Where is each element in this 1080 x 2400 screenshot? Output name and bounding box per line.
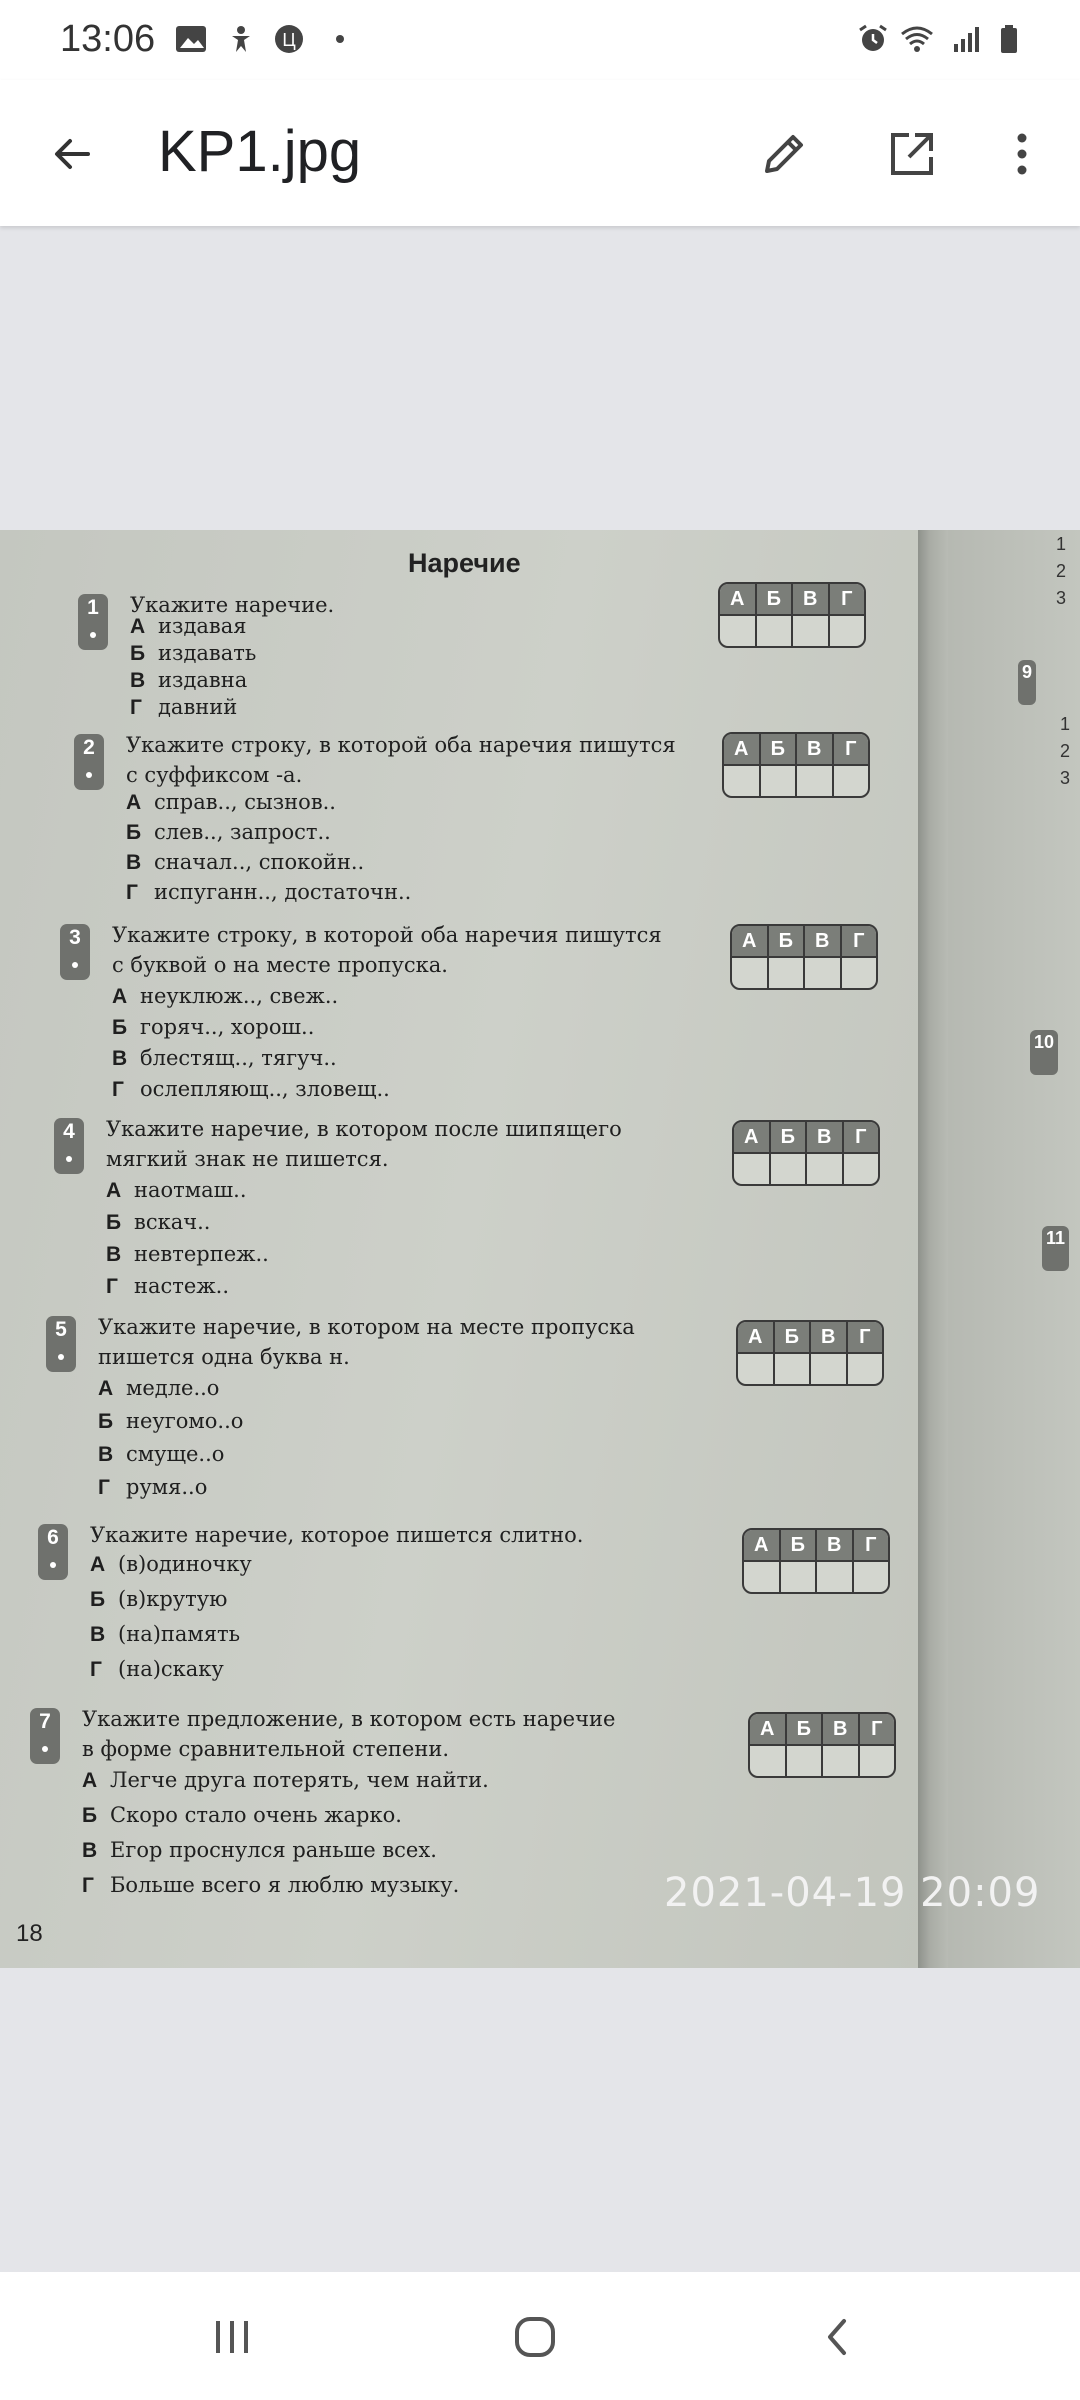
answer-option: Б (в)крутую [90, 1587, 228, 1611]
grid-header: Г [841, 588, 853, 610]
question-prompt: Укажите наречие. [130, 593, 335, 617]
answer-option: В смуще..о [98, 1442, 225, 1466]
grid-cell [830, 614, 865, 646]
grid-cell [848, 1352, 883, 1384]
app-bar [0, 80, 1080, 226]
right-page-item-number: 3 [1056, 588, 1067, 608]
workbook-page-left [0, 530, 922, 1968]
nav-back-button[interactable] [803, 2302, 873, 2372]
alarm-icon [856, 24, 890, 54]
app-notification-icon [272, 24, 306, 54]
answer-option: Г давний [130, 695, 238, 719]
answer-option: Г ослепляющ.., зловещ.. [112, 1077, 390, 1101]
right-page-item-number: 3 [1060, 768, 1071, 788]
grid-cell [738, 1352, 775, 1384]
question-number-badge: 4 [54, 1118, 84, 1174]
grid-header: Г [871, 1718, 883, 1740]
grid-header: В [807, 1122, 844, 1152]
answer-option: А наотмаш.. [106, 1178, 247, 1202]
nav-bar [0, 2272, 1080, 2400]
grid-cell [854, 1560, 889, 1592]
grid-header: Б [781, 1530, 818, 1560]
answer-grid [748, 1712, 896, 1778]
grid-cell [811, 1352, 848, 1384]
answer-option: Г Больше всего я люблю музыку. [82, 1873, 460, 1897]
grid-header: А [724, 734, 761, 764]
right-page-item-number: 2 [1060, 741, 1071, 761]
grid-header: Б [775, 1322, 812, 1352]
pencil-icon [757, 127, 811, 181]
open-external-icon [885, 127, 939, 181]
answer-grid [722, 732, 870, 798]
answer-option: В сначал.., спокойн.. [126, 850, 365, 874]
answer-option: В (на)память [90, 1622, 241, 1646]
answer-option: В невтерпеж.. [106, 1242, 269, 1266]
question-prompt: Укажите строку, в которой оба наречия пишутся с буквой о на месте пропуска. [112, 923, 662, 977]
answer-option: Б издавать [130, 641, 257, 665]
answer-option: Г (на)скаку [90, 1657, 224, 1681]
grid-cell [781, 1560, 818, 1592]
grid-cell [724, 764, 761, 796]
grid-header: В [793, 584, 830, 614]
grid-cell [842, 956, 877, 988]
grid-header: Б [761, 734, 798, 764]
question-number-badge: 5 [46, 1316, 76, 1372]
grid-header: Б [771, 1122, 808, 1152]
answer-option: Б слев.., запрост.. [126, 820, 331, 844]
wifi-icon [900, 24, 934, 54]
answer-option: А справ.., сызнов.. [126, 790, 336, 814]
book-gutter [918, 530, 948, 1968]
grid-cell [750, 1744, 787, 1776]
answer-option: А неуклюж.., свеж.. [112, 984, 339, 1008]
grid-cell [775, 1352, 812, 1384]
right-page-item-number: 2 [1056, 561, 1067, 581]
grid-cell [732, 956, 769, 988]
answer-option: Б вскач.. [106, 1210, 211, 1234]
grid-cell [734, 1152, 771, 1184]
grid-cell [771, 1152, 808, 1184]
grid-header: Г [853, 930, 865, 952]
grid-cell [793, 614, 830, 646]
section-title: Наречие [408, 548, 521, 578]
grid-header: А [750, 1714, 787, 1744]
right-page-question-badge: 9 [1018, 660, 1036, 705]
grid-header: В [823, 1714, 860, 1744]
grid-header: Г [855, 1126, 867, 1148]
grid-header: А [720, 584, 757, 614]
question-prompt: Укажите наречие, в котором после шипящего мягкий знак не пишется. [106, 1117, 622, 1171]
home-icon [511, 2313, 559, 2361]
status-bar [0, 0, 1080, 80]
svg-text:Ц: Ц [282, 30, 296, 50]
nav-back-icon [814, 2313, 862, 2361]
status-time: 13:06 [60, 18, 156, 60]
recents-icon [208, 2315, 256, 2359]
answer-option: В издавна [130, 668, 248, 692]
grid-header: В [797, 734, 834, 764]
home-button[interactable] [500, 2302, 570, 2372]
grid-cell [744, 1560, 781, 1592]
grid-header: Г [865, 1534, 877, 1556]
battery-icon [992, 24, 1026, 54]
grid-header: В [805, 926, 842, 956]
back-button[interactable] [40, 122, 104, 186]
grid-header: В [811, 1322, 848, 1352]
answer-option: Б Скоро стало очень жарко. [82, 1803, 402, 1827]
gallery-notification-icon [174, 24, 208, 54]
page-number: 18 [16, 1920, 43, 1947]
answer-grid [736, 1320, 884, 1386]
grid-cell [761, 764, 798, 796]
right-page-item-number: 1 [1056, 534, 1067, 554]
signal-icon [950, 24, 984, 54]
grid-cell [834, 764, 869, 796]
question-prompt: Укажите наречие, в котором на месте пропуска пишется одна буква н. [98, 1315, 635, 1369]
answer-option: Б неугомо..о [98, 1409, 244, 1433]
grid-header: Г [859, 1326, 871, 1348]
question-number-badge: 6 [38, 1524, 68, 1580]
answer-option: В Егор проснулся раньше всех. [82, 1838, 437, 1862]
grid-header: А [744, 1530, 781, 1560]
grid-cell [757, 614, 794, 646]
answer-option: В блестящ.., тягуч.. [112, 1046, 337, 1070]
file-title: KP1.jpg [158, 119, 362, 184]
answer-grid [732, 1120, 880, 1186]
recents-button[interactable] [197, 2302, 267, 2372]
question-number-badge: 7 [30, 1708, 60, 1764]
arrow-back-icon [48, 130, 96, 178]
question-number-badge: 1 [78, 594, 108, 650]
grid-cell [720, 614, 757, 646]
grid-header: Г [845, 738, 857, 760]
more-options-button[interactable] [990, 122, 1054, 186]
question-prompt: Укажите наречие, которое пишется слитно. [90, 1523, 584, 1547]
answer-grid [730, 924, 878, 990]
open-with-button[interactable] [880, 122, 944, 186]
right-page-question-badge: 10 [1030, 1030, 1058, 1075]
answer-option: Г румя..о [98, 1475, 208, 1499]
question-number-badge: 2 [74, 734, 104, 790]
answer-option: Г настеж.. [106, 1274, 229, 1298]
answer-option: Г испуганн.., достаточн.. [126, 880, 412, 904]
grid-cell [817, 1560, 854, 1592]
grid-cell [807, 1152, 844, 1184]
workbook-page-right [948, 530, 1080, 1968]
grid-header: Б [757, 584, 794, 614]
edit-button[interactable] [752, 122, 816, 186]
grid-cell [844, 1152, 879, 1184]
grid-cell [823, 1744, 860, 1776]
question-prompt: Укажите предложение, в котором есть наречие в форме сравнительной степени. [82, 1707, 616, 1761]
grid-cell [805, 956, 842, 988]
answer-grid [718, 582, 866, 648]
right-page-question-badge: 11 [1042, 1226, 1069, 1271]
more-vert-icon [1007, 127, 1037, 181]
grid-cell [860, 1744, 895, 1776]
grid-header: А [734, 1122, 771, 1152]
question-prompt: Укажите строку, в которой оба наречия пишутся с суффиксом -а. [126, 733, 676, 787]
grid-cell [769, 956, 806, 988]
answer-option: А издавая [130, 614, 247, 638]
answer-option: А (в)одиночку [90, 1552, 252, 1576]
grid-header: Б [787, 1714, 824, 1744]
accessibility-notification-icon [224, 24, 258, 54]
image-viewer[interactable] [0, 530, 1080, 1968]
grid-header: Б [769, 926, 806, 956]
answer-option: А медле..о [98, 1376, 220, 1400]
grid-header: А [738, 1322, 775, 1352]
grid-cell [797, 764, 834, 796]
photo-timestamp: 2021-04-19 20:09 [664, 1870, 1041, 1916]
grid-header: А [732, 926, 769, 956]
more-notifications-dot-icon [328, 24, 362, 54]
grid-cell [787, 1744, 824, 1776]
answer-option: Б горяч.., хорош.. [112, 1015, 315, 1039]
grid-header: В [817, 1530, 854, 1560]
right-page-item-number: 1 [1060, 714, 1071, 734]
question-number-badge: 3 [60, 924, 90, 980]
answer-option: А Легче друга потерять, чем найти. [82, 1768, 489, 1792]
answer-grid [742, 1528, 890, 1594]
